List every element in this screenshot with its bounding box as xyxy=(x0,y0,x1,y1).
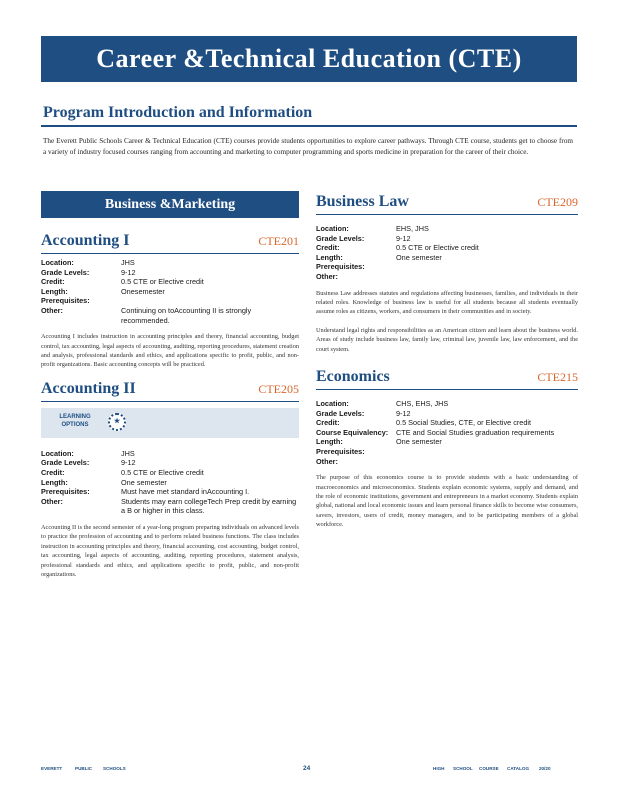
intro-title: Program Introduction and Information xyxy=(43,104,313,121)
info-label: Location: xyxy=(316,224,349,233)
info-label: Grade Levels: xyxy=(316,233,365,243)
info-value xyxy=(396,457,578,467)
info-label: Grade Levels: xyxy=(41,267,90,277)
course-description: The purpose of this economics course is to provide students with a basic understanding of macroeconomics and microeconomics. Students explain economic systems, supply and demand, and the role of economic institutions, government and entrepreneurs in a market economy. Students explain global, national and local economic issues and learn personal finance skills to become wise consumers, savers, investors, users of credit, money managers, and to be participating members of a global workforce. xyxy=(316,474,578,529)
course-code: CTE215 xyxy=(537,370,578,384)
info-value: 9-12 xyxy=(396,233,411,243)
info-label: Other: xyxy=(316,456,338,466)
info-value: 0.5 CTE or Elective credit xyxy=(121,467,204,477)
course-business-law xyxy=(316,193,578,354)
footer-text: EVERETT xyxy=(41,766,63,771)
learning-options-box xyxy=(41,408,299,438)
info-value: One semester xyxy=(396,437,442,447)
info-value: EHS, JHS xyxy=(396,224,429,233)
left-column xyxy=(41,191,299,579)
info-value: 0.5 Social Studies, CTE, or Elective credit xyxy=(396,418,532,428)
info-label: Length: xyxy=(41,477,68,487)
footer-text: HIGH xyxy=(433,766,445,771)
course-economics xyxy=(316,368,578,530)
intro-divider xyxy=(41,125,577,127)
footer-text: SCHOOL xyxy=(453,766,473,771)
info-value: 0.5 CTE or Elective credit xyxy=(396,243,479,253)
course-description: Business Law addresses statutes and regulations affecting businesses, families, and individuals in their related roles. Knowledge of business law is useful for all students because all students eventually assume roles as citizens, workers, and consumers in their communities and in society. xyxy=(316,289,578,316)
info-label: Length: xyxy=(316,437,343,447)
course-description: Accounting I includes instruction in accounting principles and theory, financial accounting, budget control, tax accounting, legal aspects of accounting, auditing, reporting procedures, statement creation and analysis, professional standards and ethics, and applications specific to profit, public, and non-profit organizations. Basic accounting concepts will be practiced. xyxy=(41,333,299,369)
course-code: CTE201 xyxy=(258,234,299,248)
info-value: 9-12 xyxy=(396,408,411,418)
footer-text: SCHOOLS xyxy=(103,766,126,771)
course-code: CTE205 xyxy=(258,381,299,396)
course-accounting-2 xyxy=(41,380,299,580)
info-value: JHS xyxy=(121,258,135,267)
info-value: 9-12 xyxy=(121,267,136,277)
course-divider xyxy=(316,389,578,390)
page-banner: Career &Technical Education (CTE) xyxy=(41,36,577,82)
info-value: CTE and Social Studies graduation requirements xyxy=(396,427,555,437)
learning-options-label: LEARNING OPTIONS xyxy=(59,413,91,428)
info-value xyxy=(396,447,578,457)
info-label: Length: xyxy=(41,286,68,296)
info-label: Other: xyxy=(316,271,338,281)
info-value: Students may earn collegeTech Prep credit by earning a B or higher in this class. xyxy=(121,496,297,516)
info-value: One semester xyxy=(396,252,442,262)
info-label: Prerequisites: xyxy=(316,446,365,456)
course-accounting-1 xyxy=(41,232,299,370)
info-label: Other: xyxy=(41,305,63,315)
info-label: Credit: xyxy=(316,418,340,428)
info-label: Prerequisites: xyxy=(41,296,90,306)
page-footer xyxy=(41,766,577,776)
info-value xyxy=(396,262,578,272)
footer-text: COURSE xyxy=(479,766,499,771)
course-info xyxy=(41,258,299,325)
tech-prep-icon: ★ xyxy=(108,413,126,431)
course-divider xyxy=(41,253,299,254)
info-label: Grade Levels: xyxy=(316,408,365,418)
info-label: Other: xyxy=(41,496,63,506)
info-value: Onesemester xyxy=(121,286,165,296)
info-label: Credit: xyxy=(41,467,65,477)
info-label: Prerequisites: xyxy=(41,487,90,497)
info-label: Course Equivalency: xyxy=(316,427,389,437)
page-number: 24 xyxy=(303,765,311,772)
info-label: Location: xyxy=(41,258,74,267)
info-value: CHS, EHS, JHS xyxy=(396,399,449,408)
footer-text: 20/20 xyxy=(539,766,551,771)
intro-text: The Everett Public Schools Career & Technical Education (CTE) courses provide students opportunities to explore career pathways. Through CTE course, students get to choose from a variety of industry focused courses ranging from accounting and marketing to computer programming and sports medicine in preparation for the career of their choice. xyxy=(43,137,573,156)
course-info xyxy=(41,449,299,516)
course-description: Understand legal rights and responsibilities as an American citizen and learn about the business world. Areas of study include business law, family law, criminal law, juvenile law, law enforcement, and the court system. xyxy=(316,326,578,353)
info-value xyxy=(121,296,299,306)
info-value xyxy=(396,272,578,282)
info-label: Length: xyxy=(316,252,343,262)
info-value: 9-12 xyxy=(121,458,136,468)
right-column xyxy=(316,191,578,530)
course-info xyxy=(316,399,578,466)
course-divider xyxy=(316,214,578,215)
footer-text: CATALOG xyxy=(507,766,530,771)
info-value: JHS xyxy=(121,448,135,458)
section-header-business-marketing: Business &Marketing xyxy=(41,191,299,218)
info-value: One semester xyxy=(121,477,167,487)
info-value: Continuing on toAccounting II is strongly recommended. xyxy=(121,305,252,325)
info-label: Location: xyxy=(41,448,74,458)
course-description: Accounting II is the second semester of a year-long program preparing individuals on advanced levels to practice the profession of accounting and to perform related business functions. The class includes instruction in accounting principles and theory, financial accounting, cost accounting, budget control, tax accounting, legal aspects of accounting, auditing, reporting procedures, statement analysis, professional standards and ethics, and applications specific to profit, public, and non-profit organizations. xyxy=(41,523,299,578)
course-title: Accounting II xyxy=(41,379,136,397)
info-value: 0.5 CTE or Elective credit xyxy=(121,277,204,287)
course-title: Business Law xyxy=(316,193,409,210)
info-label: Credit: xyxy=(316,243,340,253)
course-info xyxy=(316,224,578,282)
info-value: Must have met standard inAccounting I. xyxy=(121,487,250,497)
info-label: Credit: xyxy=(41,277,65,287)
info-label: Prerequisites: xyxy=(316,262,365,272)
footer-text: PUBLIC xyxy=(75,766,93,771)
info-label: Grade Levels: xyxy=(41,458,90,468)
course-title: Accounting I xyxy=(41,232,130,249)
course-divider xyxy=(41,401,299,402)
course-title: Economics xyxy=(316,368,390,385)
info-label: Location: xyxy=(316,399,349,408)
course-code: CTE209 xyxy=(537,195,578,209)
